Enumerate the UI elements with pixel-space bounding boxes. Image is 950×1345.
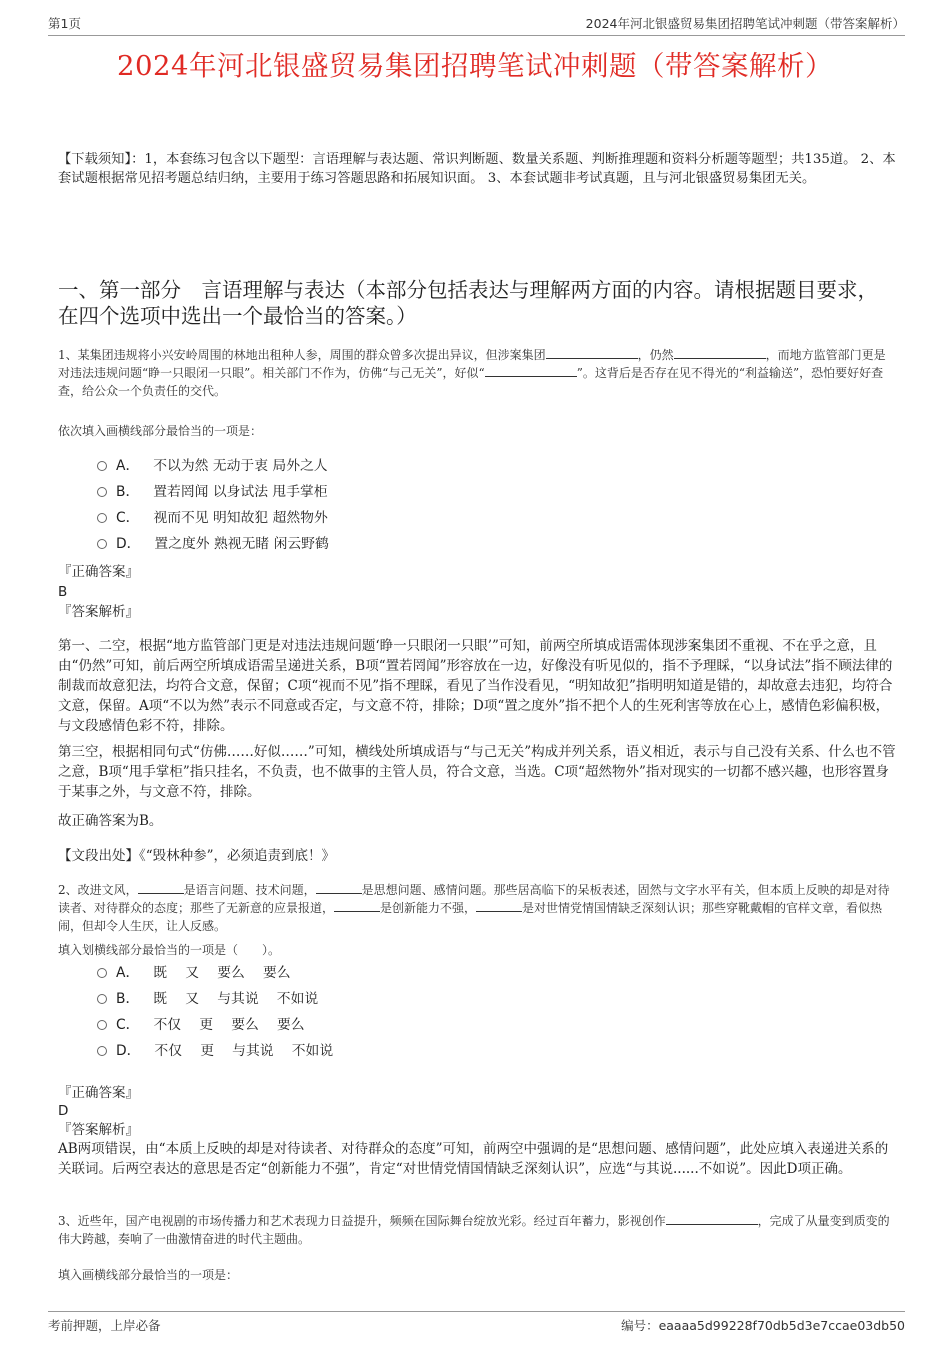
question-1-option-a[interactable]: A． 不以为然 无动于衷 局外之人 [97, 455, 328, 477]
footer-slogan: 考前押题，上岸必备 [48, 1318, 161, 1333]
question-1-source: 【文段出处】《“毁林种参”，必须追责到底！》 [58, 848, 336, 864]
question-2-prompt: 填入划横线部分最恰当的一项是（ ）。 [58, 943, 281, 957]
document-code: 编号：eaaaa5d99228f70db5d3e7ccae03db50 [621, 1318, 905, 1333]
question-1-option-b[interactable]: B． 置若罔闻 以身试法 甩手掌柜 [97, 481, 328, 503]
radio-icon[interactable] [97, 513, 107, 523]
radio-icon[interactable] [97, 1046, 107, 1056]
question-1-conclusion: 故正确答案为B。 [58, 813, 163, 829]
page-footer [48, 1311, 905, 1334]
correct-answer: D [58, 1103, 69, 1119]
radio-icon[interactable] [97, 487, 107, 497]
radio-icon[interactable] [97, 539, 107, 549]
question-2-option-a[interactable]: A． 既 又 要么 要么 [97, 962, 291, 984]
page-number: 第1页 [48, 16, 81, 31]
analysis-label: 『答案解析』 [58, 604, 139, 620]
answer-blank [666, 1212, 758, 1225]
question-2-option-b[interactable]: B． 既 又 与其说 不如说 [97, 988, 318, 1010]
page-header [48, 14, 905, 36]
radio-icon[interactable] [97, 994, 107, 1004]
question-2-option-c[interactable]: C． 不仅 更 要么 要么 [97, 1014, 305, 1036]
radio-icon[interactable] [97, 1020, 107, 1030]
question-3-prompt: 填入画横线部分最恰当的一项是： [58, 1268, 239, 1282]
download-notice: 【下载须知】：1，本套练习包含以下题型：言语理解与表达题、常识判断题、数量关系题、判断推理题和资料分析题等题型；共135道。 2、本套试题根据常见招考题总结归纳，主要用于练习答题思路和拓展知识面。 3、本套试题非考试真题，且与河北银盛贸易集团无关。 [58, 152, 896, 186]
radio-icon[interactable] [97, 968, 107, 978]
answer-blank [485, 364, 577, 377]
question-2-stem: 2、改进文风， 是语言问题、技术问题， 是思想问题、感情问题。那些居高临下的呆板表述，固然与文字水平有关，但本质上反映的却是对待读者、对待群众的态度；那些了无新意的应景报道， 是创新能力不强， 是对世情党情国情缺乏深刻认识；那些穿靴戴帽的官样文章，看似热闹，但却令人生厌，让人反感。 [58, 883, 890, 933]
document-title: 2024年河北银盛贸易集团招聘笔试冲刺题（带答案解析） [117, 50, 833, 82]
question-1-analysis-1: 第一、二空，根据“地方监管部门更是对违法违规问题‘睁一只眼闭一只眼’”可知，前两空所填成语需体现涉案集团不重视、不在乎之意，且由“仍然”可知，前后两空所填成语需呈递进关系，B项“置若罔闻”形容放在一边，好像没有听见似的，指不予理睬，“以身试法”指不顾法律的制裁而故意犯法，均符合文意，保留；C项“视而不见”指不理睬，看见了当作没看见，“明知故犯”指明明知道是错的，却故意去违犯，均符合文意，保留。A项“不以为然”表示不同意或否定，与文意不符，排除；D项“置之度外”指不把个人的生死利害等放在心上，感情色彩偏积极，与文段感情色彩不符，排除。 [58, 638, 893, 734]
question-1-option-c[interactable]: C． 视而不见 明知故犯 超然物外 [97, 507, 328, 529]
correct-answer: B [58, 584, 68, 600]
question-3-stem: 3、近些年，国产电视剧的市场传播力和艺术表现力日益提升，频频在国际舞台绽放光彩。经过百年蓄力，影视创作 ，完成了从量变到质变的伟大跨越，奏响了一曲激情奋进的时代主题曲。 [58, 1214, 890, 1246]
question-2-option-d[interactable]: D． 不仅 更 与其说 不如说 [97, 1040, 333, 1062]
question-1-option-d[interactable]: D． 置之度外 熟视无睹 闲云野鹤 [97, 533, 329, 555]
header-doc-title: 2024年河北银盛贸易集团招聘笔试冲刺题（带答案解析） [585, 16, 905, 31]
question-1-prompt: 依次填入画横线部分最恰当的一项是： [58, 424, 263, 438]
question-1-analysis-2: 第三空，根据相同句式“仿佛……好似……”可知，横线处所填成语与“与己无关”构成并列关系，语义相近，表示与自己没有关系、什么也不管之意，B项“甩手掌柜”指只挂名，不负责，也不做事的主管人员，符合文意，当选。C项“超然物外”指对现实的一切都不感兴趣，也形容置身于某事之外，与文意不符，排除。 [58, 744, 896, 800]
answer-label: 『正确答案』 [58, 564, 139, 580]
analysis-label: 『答案解析』 [58, 1122, 139, 1138]
radio-icon[interactable] [97, 461, 107, 471]
answer-blank [674, 346, 766, 359]
answer-blank [316, 881, 362, 894]
answer-blank [546, 346, 638, 359]
question-1-stem: 1、某集团违规将小兴安岭周围的林地出租种人参，周围的群众曾多次提出异议，但涉案集团 ，仍然 ，而地方监管部门更是对违法违规问题“睁一只眼闭一只眼”。相关部门不作为，仿佛“与己无关”，好似“ ”。这背后是否存在见不得光的“利益输送”，恐怕要好好查查，给公众一个负责任的交代。 [58, 348, 886, 398]
section-heading: 一、第一部分 言语理解与表达（本部分包括表达与理解两方面的内容。请根据题目要求，在四个选项中选出一个最恰当的答案。） [58, 278, 878, 328]
answer-blank [476, 899, 522, 912]
answer-blank [138, 881, 184, 894]
answer-blank [334, 899, 380, 912]
question-2-analysis: AB两项错误，由“本质上反映的却是对待读者、对待群众的态度”可知，前两空中强调的是“思想问题、感情问题”，此处应填入表递进关系的关联词。后两空表达的意思是否定“创新能力不强”，肯定“对世情党情国情缺乏深刻认识”，应选“与其说......不如说”。因此D项正确。 [58, 1141, 889, 1177]
answer-label: 『正确答案』 [58, 1085, 139, 1101]
